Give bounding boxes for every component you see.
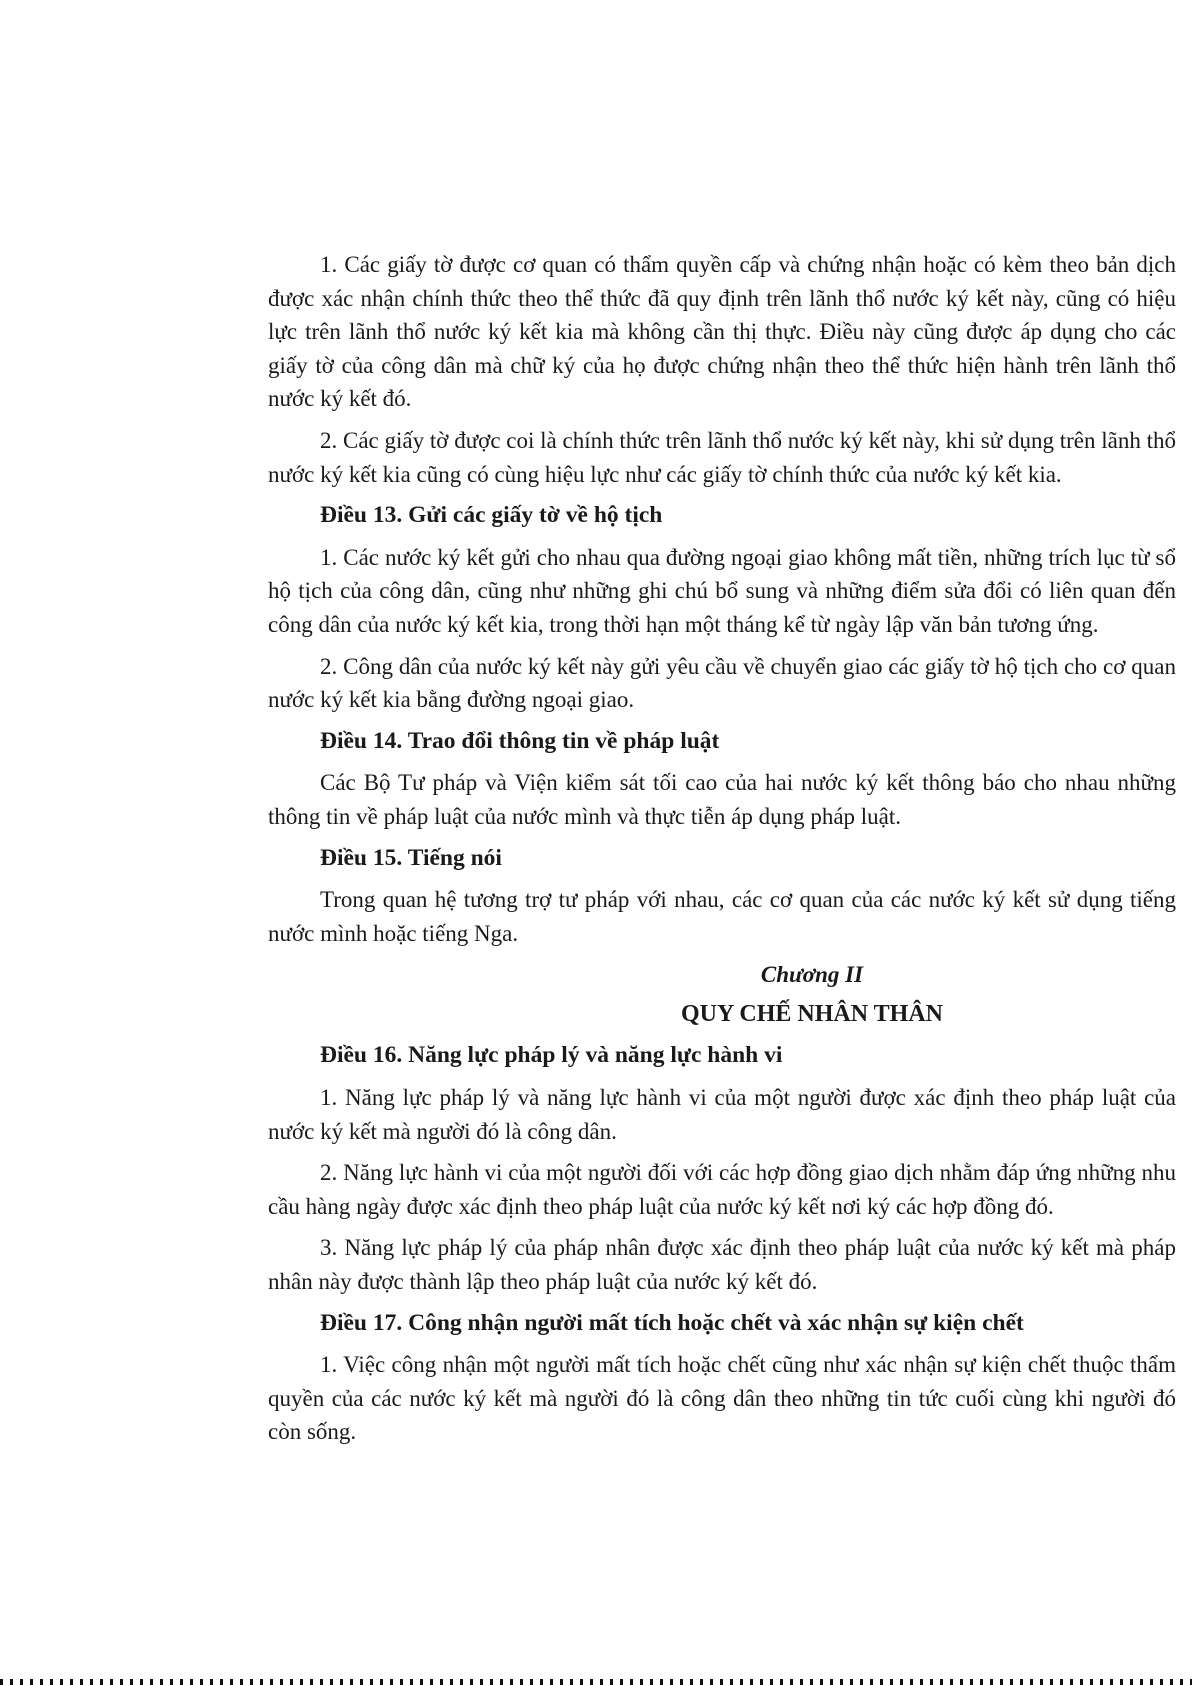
paragraph: 1. Các nước ký kết gửi cho nhau qua đường ngoại giao không mất tiền, những trích lục từ sổ hộ tịch của công dân, cũng như những ghi chú bổ sung và những điểm sửa đổi có liên quan đến công dân của nước ký kết kia, trong thời hạn một tháng kể từ ngày lập văn bản tương ứng. bbox=[268, 544, 1176, 637]
article-heading: Điều 14. Trao đổi thông tin về pháp luật bbox=[320, 727, 720, 754]
paragraph: Trong quan hệ tương trợ tư pháp với nhau, các cơ quan của các nước ký kết sử dụng tiếng nước mình hoặc tiếng Nga. bbox=[268, 887, 1176, 946]
paragraph: 1. Các giấy tờ được cơ quan có thẩm quyền cấp và chứng nhận hoặc có kèm theo bản dịch được xác nhận chính thức theo thể thức đã quy định trên lãnh thổ nước ký kết này, cũng có hiệu lực trên lãnh thổ nước ký kết kia mà không cần thị thực. Điều này cũng được áp dụng cho các giấy tờ của công dân mà chữ ký của họ được chứng nhận theo thể thức hiện hành trên lãnh thổ nước ký kết đó. bbox=[268, 252, 1176, 412]
article-heading: Điều 15. Tiếng nói bbox=[320, 844, 502, 871]
article-heading: Điều 17. Công nhận người mất tích hoặc chết và xác nhận sự kiện chết bbox=[320, 1309, 1024, 1336]
article-heading: Điều 16. Năng lực pháp lý và năng lực hành vi bbox=[320, 1042, 783, 1069]
paragraph: 2. Năng lực hành vi của một người đối với các hợp đồng giao dịch nhằm đáp ứng những nhu cầu hàng ngày được xác định theo pháp luật của nước ký kết nơi ký các hợp đồng đó. bbox=[268, 1160, 1176, 1219]
chapter-number: Chương II bbox=[760, 962, 864, 988]
chapter-title: QUY CHẾ NHÂN THÂN bbox=[680, 1000, 944, 1027]
paragraph: 1. Năng lực pháp lý và năng lực hành vi của một người được xác định theo pháp luật của nước ký kết mà người đó là công dân. bbox=[268, 1085, 1176, 1144]
paragraph: Các Bộ Tư pháp và Viện kiểm sát tối cao của hai nước ký kết thông báo cho nhau những thông tin về pháp luật của nước mình và thực tiễn áp dụng pháp luật. bbox=[268, 770, 1176, 829]
document-page bbox=[268, 248, 1176, 1457]
paragraph: 3. Năng lực pháp lý của pháp nhân được xác định theo pháp luật của nước ký kết mà pháp nhân này được thành lập theo pháp luật của nước ký kết đó. bbox=[268, 1235, 1176, 1295]
scan-edge-rule bbox=[0, 1679, 1192, 1685]
article-heading: Điều 13. Gửi các giấy tờ về hộ tịch bbox=[320, 502, 663, 529]
paragraph: 2. Công dân của nước ký kết này gửi yêu cầu về chuyển giao các giấy tờ hộ tịch cho cơ quan nước ký kết kia bằng đường ngoại giao. bbox=[268, 653, 1176, 713]
paragraph: 2. Các giấy tờ được coi là chính thức trên lãnh thổ nước ký kết này, khi sử dụng trên lãnh thổ nước ký kết kia cũng có cùng hiệu lực như các giấy tờ chính thức của nước ký kết kia. bbox=[268, 427, 1176, 487]
paragraph: 1. Việc công nhận một người mất tích hoặc chết cũng như xác nhận sự kiện chết thuộc thẩm quyền của các nước ký kết mà người đó là công dân theo những tin tức cuối cùng khi người đó còn sống. bbox=[268, 1352, 1176, 1445]
